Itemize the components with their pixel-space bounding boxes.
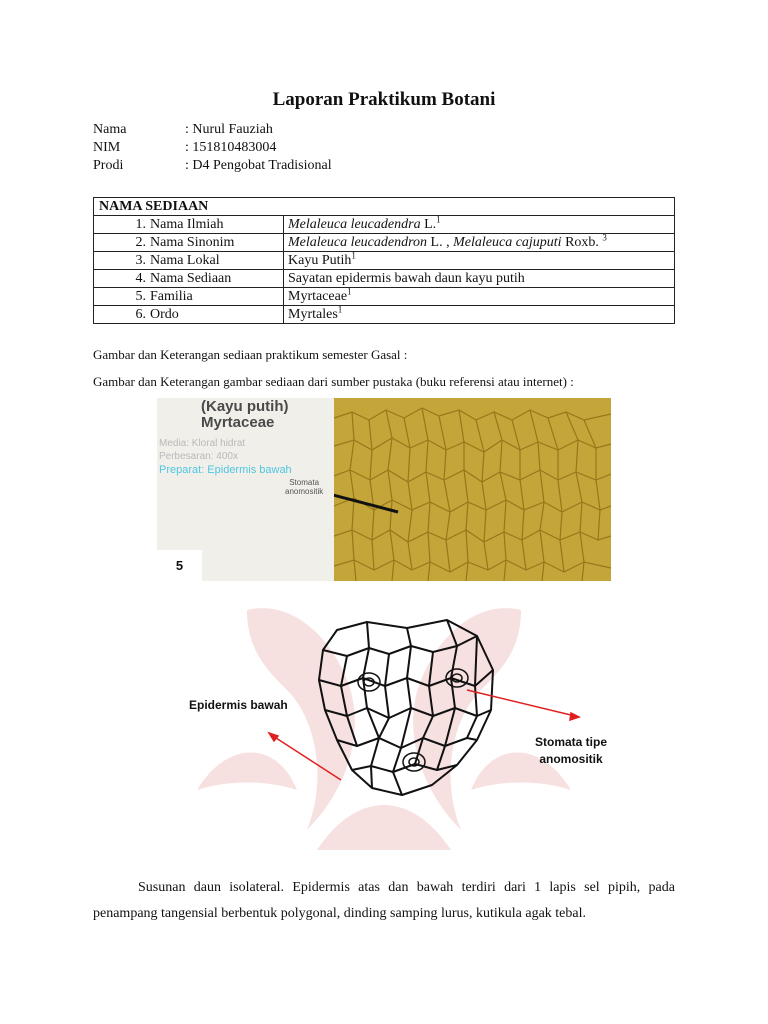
row-label-cell [94,288,284,306]
row-value-part: Roxb. [561,235,603,250]
info-label: NIM [93,140,121,155]
row-ref: 1 [337,304,343,315]
table-row [94,288,675,306]
epidermis-drawing [157,590,611,867]
row-value-cell [284,288,675,306]
table-row [94,270,675,288]
row-value-cell [284,216,675,234]
row-label: Familia [150,289,193,304]
row-label-cell [94,252,284,270]
description-text: Susunan daun isolateral. Epidermis atas dan bawah terdiri dari 1 lapis sel pipih, pada penampang tangensial berbentuk polygonal, dinding samping lurus, kutikula agak tebal. [93,880,675,921]
row-label: Ordo [150,307,179,322]
row-value-cell [284,306,675,324]
micrograph-media: Media: Kloral hidrat [159,438,246,449]
row-value-cell [284,270,675,288]
table-row [94,234,675,252]
micrograph-family: Myrtaceae [201,414,275,431]
row-value-part: L. , [427,235,454,250]
micrograph-figure [157,398,611,581]
info-row-prodi [93,157,332,175]
info-label: Prodi [93,158,124,173]
row-value: Sayatan epidermis bawah daun kayu putih [288,271,525,286]
row-value: Myrtaceae [288,289,348,304]
micrograph-stomata-label [285,478,323,496]
caption-strip [202,550,334,581]
info-row-nama [93,121,332,139]
paragraph-practicum: Gambar dan Keterangan sediaan praktikum semester Gasal : [93,347,408,362]
row-value: Melaleuca cajuputi [453,235,562,250]
micrograph-magnification: Perbesaran: 400x [159,451,238,462]
page-title: Laporan Praktikum Botani [272,89,496,110]
row-number: 5. [135,289,146,304]
row-label: Nama Sinonim [150,235,235,250]
label-stomata [535,734,607,768]
label-stomata-line: anomositik [539,752,603,766]
row-label-cell [94,216,284,234]
row-value-cell [284,252,675,270]
label-stomata-line: Stomata tipe [535,735,608,749]
row-ref: 3 [602,232,607,243]
row-label: Nama Ilmiah [150,217,224,232]
info-value: : 151810483004 [185,140,277,155]
micrograph-photo [334,398,611,581]
table-row [94,252,675,270]
row-label-cell [94,270,284,288]
info-row-nim [93,139,332,157]
sediaan-table [93,197,675,324]
row-label-cell [94,306,284,324]
row-value: Melaleuca leucadendra [288,217,421,232]
row-value-suffix: L. [420,217,437,232]
info-label: Nama [93,122,127,137]
table-row [94,216,675,234]
table-row [94,306,675,324]
reference-number: 5 [157,550,202,581]
row-ref: 1 [347,286,352,297]
row-value: Melaleuca leucadendron [288,235,428,250]
paragraph-reference: Gambar dan Keterangan gambar sediaan dari sumber pustaka (buku referensi atau internet) : [93,374,574,389]
micrograph-title: (Kayu putih) [201,398,289,415]
row-ref: 1 [351,250,356,261]
row-number: 1. [135,217,146,232]
row-label-cell [94,234,284,252]
table-header-row [94,198,675,216]
cell-drawing [157,590,611,867]
info-value: : Nurul Fauziah [185,122,273,137]
row-ref: 1 [436,214,441,225]
student-info [93,121,332,175]
row-number: 4. [135,271,146,286]
micrograph-preparat: Preparat: Epidermis bawah [159,464,292,476]
row-label: Nama Sediaan [150,271,232,286]
row-value-cell [284,234,675,252]
stomata-label-line: anomositik [285,487,324,496]
row-label: Nama Lokal [150,253,220,268]
row-value: Myrtales [288,307,338,322]
info-value: : D4 Pengobat Tradisional [185,158,332,173]
stomata-label-line: Stomata [289,478,320,487]
label-epidermis-bawah: Epidermis bawah [189,698,288,712]
table-header: NAMA SEDIAAN [94,198,675,216]
description-paragraph [93,875,675,927]
row-value: Kayu Putih [288,253,352,268]
row-number: 2. [135,235,146,250]
row-number: 3. [135,253,146,268]
micrograph-caption-panel [157,398,334,550]
row-number: 6. [135,307,146,322]
